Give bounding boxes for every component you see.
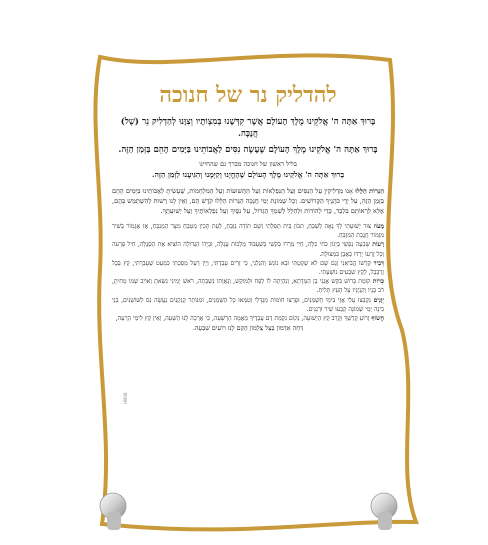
- stanza-text: קוֹמַת בְּרוֹשׁ בִּקֵּשׁ אֲגָגִי בֶּן הַמְּדָתָא, וְנִהְיָתָה לוֹ לְפַח וּלְמוֹקֵשׁ, וְגַאֲוָתוֹ נִשְׁבָּתָה, רֹאשׁ יְמִינִי נִשֵּׂאתָ וְאוֹיֵב שְׁמוֹ מָחִיתָ, רֹב בָּנָיו וְקִנְיָנָיו עַל הָעֵץ תָּלִיתָ.: [112, 278, 384, 295]
- maoz-stanza: [112, 240, 384, 258]
- hanerot-halalu-text: אָנוּ מַדְלִיקִין עַל הַנִּסִּים וְעַל הַנִּפְלָאוֹת וְעַל הַתְּשׁוּעוֹת וְעַל הַמִּלְחָמוֹת, שֶׁעָשִׂיתָ לַאֲבוֹתֵינוּ בַּיָּמִים הָהֵם בַּזְּמַן הַזֶּה, עַל יְדֵי כֹּהֲנֶיךָ הַקְּדוֹשִׁים. וְכָל שְׁמוֹנַת יְמֵי חֲנֻכָּה הַנֵּרוֹת הַלָּלוּ קֹדֶשׁ הֵם, וְאֵין לָנוּ רְשׁוּת לְהִשְׁתַּמֵּשׁ בָּהֶם, אֶלָּא לִרְאוֹתָם בִּלְבָד, כְּדֵי לְהוֹדוֹת וּלְהַלֵּל לְשִׁמְךָ הַגָּדוֹל, עַל נִסֶּיךָ וְעַל נִפְלְאוֹתֶיךָ וְעַל יְשׁוּעָתֶךָ.: [112, 187, 384, 215]
- blessing-lehadlik: בָּרוּךְ אַתָּה ה' אֱלֹקֵינוּ מֶלֶךְ הָעוֹלָם אֲשֶׁר קִדְּשָׁנוּ בְּמִצְוֹתָיו וְצִוָּנוּ לְהַדְלִיק נֵר (שֶׁל) חֲנֻכָּה.: [120, 117, 376, 139]
- maoz-stanza: [112, 314, 384, 323]
- maoz-stanza: [112, 259, 384, 277]
- blessing-sheasa-nisim: בָּרוּךְ אַתָּה ה' אֱלֹקֵינוּ מֶלֶךְ הָעוֹלָם שֶׁעָשָׂה נִסִּים לַאֲבוֹתֵינוּ בַּיָּמִים הָהֵם בַּזְּמַן הַזֶּה.: [118, 145, 378, 155]
- maoz-stanza: [112, 222, 384, 240]
- stanza-heading: מָעוֹז: [373, 223, 385, 230]
- maoz-tzur-hymn: [112, 222, 384, 333]
- first-night-note: בליל ראשון של חנוכה מברך גם שהחיינו: [199, 160, 297, 168]
- stanza-text: שָׂבְעָה נַפְשִׁי בְּיָגוֹן כֹּחִי כִּלָּה, חַיַּי מֵרְרוּ בְּקֹשִׁי בְּשִׁעְבּוּד מַלְכוּת עֶגְלָה, וּבְיָדוֹ הַגְּדוֹלָה הוֹצִיא אֶת הַסְּגֻלָּה, חֵיל פַּרְעֹה וְכָל זַרְעוֹ יָרְדוּ כְּאֶבֶן בִּמְצוּלָה.: [112, 241, 384, 258]
- stanza-heading: חֲשׂוֹף: [371, 315, 384, 323]
- maoz-closing-line: דְּחֵה אַדְמוֹן בְּצֵל צַלְמוֹן הָקֵם לָנוּ רוֹעִים שִׁבְעָה.: [192, 324, 304, 333]
- maoz-stanza: [112, 277, 384, 295]
- hanerot-halalu-paragraph: [112, 186, 384, 216]
- maoz-stanza: [112, 296, 384, 314]
- hanerot-halalu-heading: הַנֵּרוֹת הַלָּלוּ: [355, 187, 384, 195]
- stanza-text: נִקְבְּצוּ עָלַי אֲזַי בִּימֵי חַשְׁמַנִּים, וּפָרְצוּ חוֹמוֹת מִגְדָּלַי וְטִמְּאוּ כָּל הַשְּׁמָנִים, וּמִנּוֹתַר קַנְקַנִּים נַעֲשָׂה נֵס לַשּׁוֹשַׁנִּים, בְּנֵי בִינָה יְמֵי שְׁמוֹנָה קָבְעוּ שִׁיר וּרְנָנִים.: [112, 296, 384, 313]
- stanza-text: זְרוֹעַ קָדְשֶׁךָ וְקָרֵב קֵץ הַיְשׁוּעָה, נְקוֹם נִקְמַת דַּם עֲבָדֶיךָ מֵאֻמָּה הָרְשָׁעָה, כִּי אָרְכָה לָנוּ הַשָּׁעָה, וְאֵין קֵץ לִימֵי הָרָעָה,: [115, 315, 370, 323]
- stanza-heading: יְוָנִים: [373, 296, 385, 304]
- product-code: HM08: [123, 392, 128, 404]
- plaque-title: להדליק נר של חנוכה: [159, 82, 337, 108]
- stanza-text: צוּר יְשׁוּעָתִי לְךָ נָאֶה לְשַׁבֵּחַ, תִּכּוֹן בֵּית תְּפִלָּתִי וְשָׁם תּוֹדָה נְזַבֵּחַ, לְעֵת תָּכִין מַטְבֵּחַ מִצָּר הַמְנַבֵּחַ, אָז אֶגְמוֹר בְּשִׁיר מִזְמוֹר חֲנֻכַּת הַמִּזְבֵּחַ.: [112, 223, 384, 240]
- plaque-text: [112, 82, 384, 502]
- stanza-text: קָדְשׁוֹ הֱבִיאַנִי וְגַם שָׁם לֹא שָׁקַטְתִּי וּבָא נוֹגֵשׂ וְהִגְלַנִי, כִּי זָרִים עָבַדְתִּי, וְיֵין רַעַל מָסַכְתִּי כִּמְעַט שֶׁעָבַרְתִּי, קֵץ בָּבֶל זְרֻבָּבֶל, לְקֵץ שִׁבְעִים נוֹשָׁעְתִּי.: [112, 259, 384, 277]
- blessing-shehecheyanu: בָּרוּךְ אַתָּה ה' אֱלֹקֵינוּ מֶלֶךְ הָעוֹלָם שֶׁהֶחֱיָנוּ וְקִיְּמָנוּ וְהִגִּיעָנוּ לַזְּמַן הַזֶּה.: [151, 170, 345, 179]
- stanza-heading: דְּבִיר: [373, 259, 384, 267]
- stanza-heading: רָעוֹת: [372, 241, 384, 249]
- stanza-heading: כְּרוֹת: [372, 278, 385, 286]
